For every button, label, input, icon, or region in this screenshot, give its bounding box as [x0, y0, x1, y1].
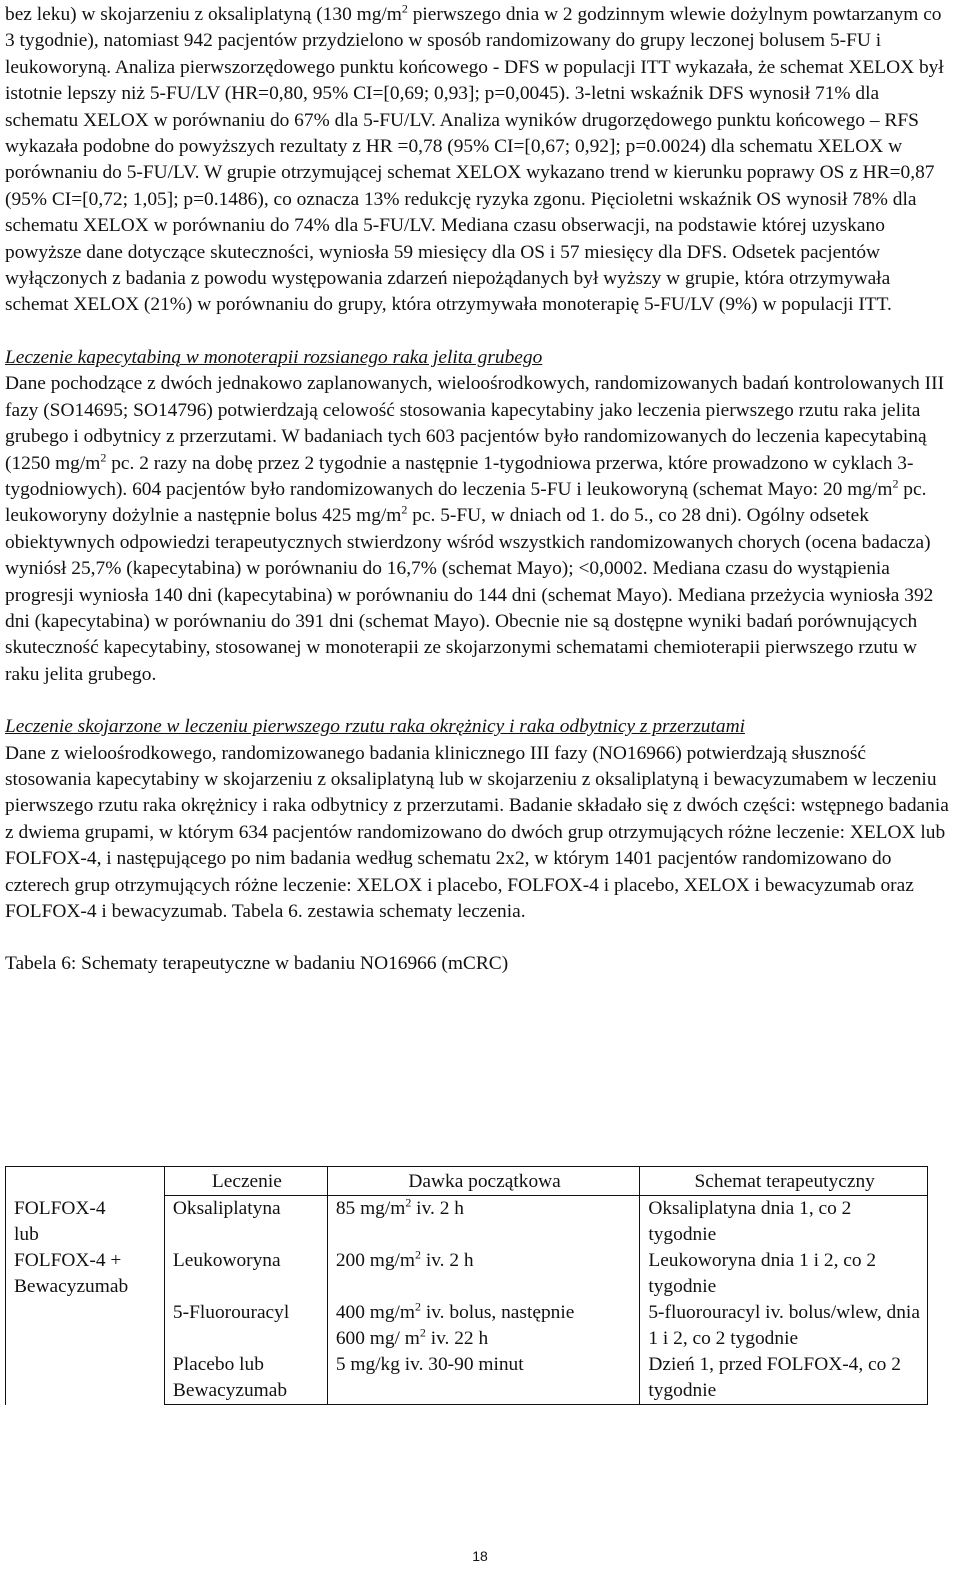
table-cell-dose: 400 $mg/m^2$ iv. bolus, następnie 600 mg/ $m^2$ iv. 22 h	[327, 1300, 640, 1352]
table-cell-drug: 5-Fluorouracyl	[164, 1300, 327, 1352]
table-cell-schedule: Leukoworyna dnia 1 i 2, co 2 tygodnie	[640, 1248, 928, 1300]
table-cell-schedule: 5-fluorouracyl iv. bolus/wlew, dnia 1 i 2, co 2 tygodnie	[640, 1300, 928, 1352]
table-cell-dose: 200 $mg/m^2$ iv. 2 h	[327, 1248, 640, 1300]
table-row	[6, 1196, 928, 1249]
table-group-cell: FOLFOX-4 lub FOLFOX-4 + Bewacyzumab	[6, 1196, 165, 1405]
table-6	[5, 1166, 928, 1405]
table-cell-dose: 5 mg/kg iv. 30-90 minut	[327, 1352, 640, 1405]
table-cell-schedule: Dzień 1, przed FOLFOX-4, co 2 tygodnie	[640, 1352, 928, 1405]
table-cell-drug: Placebo lub Bewacyzumab	[164, 1352, 327, 1405]
table-cell-schedule: Oksaliplatyna dnia 1, co 2 tygodnie	[640, 1196, 928, 1249]
paragraph-xelox-results: bez leku) w skojarzeniu z oksaliplatyną (130 $mg/m^2$ pierwszego dnia w 2 godzinnym wlewie dożylnym powtarzanym co 3 tygodnie), natomiast 942 pacjentów przydzielono w sposób randomizowany do grupy leczonej bolusem 5-FU i leukoworyną. Analiza pierwszorzędowego punktu końcowego - DFS w populacji ITT wykazała, że schemat XELOX był istotnie lepszy niż 5-FU/LV (HR=0,80, 95% CI=[0,69; 0,93]; p=0,0045). 3-letni wskaźnik DFS wynosił 71% dla schematu XELOX w porównaniu do 67% dla 5-FU/LV. Analiza wyników drugorzędowego punktu końcowego – RFS wykazała podobne do powyższych rezultaty z HR =0,78 (95% CI=[0,67; 0,92]; p=0.0024) dla schematu XELOX w porównaniu do 5-FU/LV. W grupie otrzymującej schemat XELOX wykazano trend w kierunku poprawy OS z HR=0,87 (95% CI=[0,72; 1,05]; p=0.1486), co oznacza 13% redukcję ryzyka zgonu. Pięcioletni wskaźnik OS wynosił 78% dla schematu XELOX w porównaniu do 74% dla 5-FU/LV. Mediana czasu obserwacji, na podstawie której uzyskano powyższe dane dotyczące skuteczności, wyniosła 59 miesięcy dla OS i 57 miesięcy dla DFS. Odsetek pacjentów wyłączonych z badania z powodu występowania zdarzeń niepożądanych był wyższy w grupie, która otrzymywała schemat XELOX (21%) w porównaniu do grupy, która otrzymywała monoterapię 5-FU/LV (9%) w populacji ITT.	[5, 1, 944, 316]
table-caption: Tabela 6: Schematy terapeutyczne w badaniu NO16966 (mCRC)	[5, 953, 509, 975]
document-page	[5, 2, 955, 978]
table-header-cell: Schemat terapeutyczny	[640, 1167, 928, 1196]
paragraph-monotherapy: Dane pochodzące z dwóch jednakowo zaplanowanych, wieloośrodkowych, randomizowanych badań kontrolowanych III fazy (SO14695; SO14796) potwierdzają celowość stosowania kapecytabiny jako leczenia pierwszego rzutu raka jelita grubego i odbytnicy z przerzutami. W badaniach tych 603 pacjentów było randomizowanych do leczenia kapecytabiną (1250 $mg/m^2$ pc. 2 razy na dobę przez 2 tygodnie a następnie 1-tygodniowa przerwa, które prowadzono w cyklach 3-tygodniowych). 604 pacjentów było randomizowanych do leczenia 5-FU i leukoworyną (schemat Mayo: 20 $mg/m^2$ pc. leukoworyny dożylnie a następnie bolus 425 $mg/m^2$ pc. 5-FU, w dniach od 1. do 5., co 28 dni). Ogólny odsetek obiektywnych odpowiedzi terapeutycznych stwierdzony wśród wszystkich randomizowanych chorych (ocena badacza) wyniósł 25,7% (kapecytabina) w porównaniu do 16,7% (schemat Mayo); <0,0002. Mediana czasu do wystąpienia progresji wyniosła 140 dni (kapecytabina) w porównaniu do 144 dni (schemat Mayo). Mediana przeżycia wyniosła 392 dni (kapecytabina) w porównaniu do 391 dni (schemat Mayo). Obecnie nie są dostępne wyniki badań porównujących skuteczność kapecytabiny, stosowanej w monoterapii ze skojarzonymi schematami chemioterapii pierwszego rzutu w raku jelita grubego.	[5, 373, 945, 685]
heading-monotherapy: Leczenie kapecytabiną w monoterapii rozsianego raka jelita grubego	[5, 346, 543, 368]
table-cell-dose: 85 $mg/m^2$ iv. 2 h	[327, 1196, 640, 1249]
heading-combination: Leczenie skojarzone w leczeniu pierwszego rzutu raka okrężnicy i raka odbytnicy z przerzutami	[5, 716, 745, 738]
table-header-row	[6, 1167, 928, 1196]
table-cell-drug: Leukoworyna	[164, 1248, 327, 1300]
table-header-cell: Leczenie	[164, 1167, 327, 1196]
paragraph-combination: Dane z wieloośrodkowego, randomizowanego badania klinicznego III fazy (NO16966) potwierdzają słuszność stosowania kapecytabiny w skojarzeniu z oksaliplatyną lub w skojarzeniu z oksaliplatyną i bewacyzumabem w leczeniu pierwszego rzutu raka okrężnicy i raka odbytnicy z przerzutami. Badanie składało się z dwóch części: wstępnego badania z dwiema grupami, w którym 634 pacjentów randomizowano do dwóch grup otrzymujących różne leczenie: XELOX lub FOLFOX-4, i następującego po nim badania według schematu 2x2, w którym 1401 pacjentów randomizowano do czterech grup otrzymujących różne leczenie: XELOX i placebo, FOLFOX-4 i placebo, XELOX i bewacyzumab oraz FOLFOX-4 i bewacyzumab. Tabela 6. zestawia schematy leczenia.	[5, 742, 949, 922]
page-number: 18	[472, 1548, 488, 1564]
table-cell-drug: Oksaliplatyna	[164, 1196, 327, 1249]
table-header-cell: Dawka początkowa	[327, 1167, 640, 1196]
